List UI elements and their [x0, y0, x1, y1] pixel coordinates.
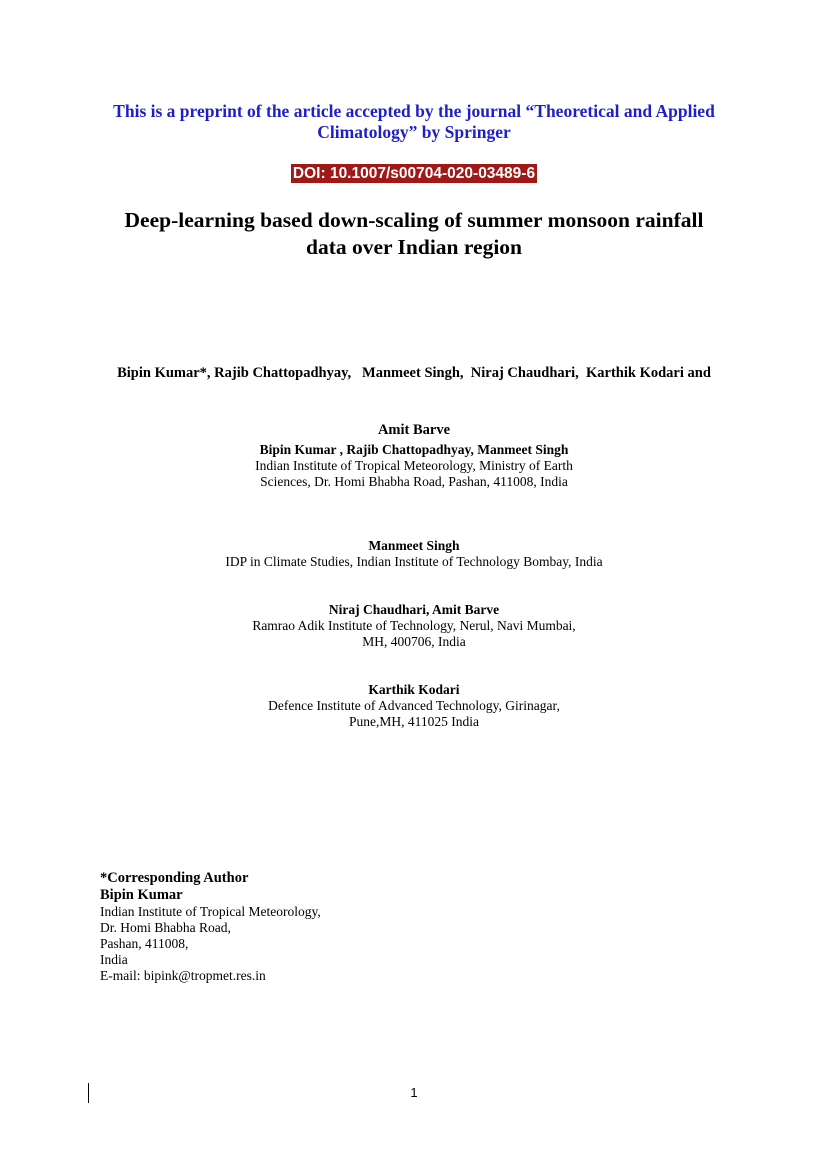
- corresponding-email: E-mail: bipink@tropmet.res.in: [100, 968, 266, 983]
- corresponding-author-block: [100, 870, 500, 984]
- corresponding-address-line: Dr. Homi Bhabha Road,: [100, 920, 231, 935]
- page-number: 1: [410, 1085, 418, 1100]
- affiliation-names: Bipin Kumar , Rajib Chattopadhyay, Manmeet Singh: [259, 442, 569, 457]
- affiliation-block: [60, 538, 768, 570]
- preprint-notice: [60, 101, 768, 143]
- affiliation-line: Ramrao Adik Institute of Technology, Nerul, Navi Mumbai,: [252, 618, 576, 633]
- affiliation-line: Pune,MH, 411025 India: [349, 714, 479, 729]
- affiliation-line: Defence Institute of Advanced Technology, Girinagar,: [268, 698, 560, 713]
- corresponding-address-line: India: [100, 952, 128, 967]
- author-list-line: Amit Barve: [377, 422, 451, 438]
- corresponding-address-line: Indian Institute of Tropical Meteorology,: [100, 904, 321, 919]
- paper-title-line: Deep-learning based down-scaling of summer monsoon rainfall: [124, 208, 704, 232]
- affiliation-line: Sciences, Dr. Homi Bhabha Road, Pashan, 411008, India: [260, 474, 568, 489]
- corresponding-address-line: Pashan, 411008,: [100, 936, 189, 951]
- affiliation-names: Manmeet Singh: [368, 538, 460, 553]
- preprint-notice-line: This is a preprint of the article accepted by the journal “Theoretical and Applied: [113, 101, 715, 121]
- preprint-notice-line: Climatology” by Springer: [317, 122, 511, 142]
- affiliation-line: IDP in Climate Studies, Indian Institute of Technology Bombay, India: [225, 554, 603, 569]
- affiliation-block: [60, 682, 768, 730]
- paper-title: [60, 207, 768, 261]
- affiliation-block: [60, 602, 768, 650]
- doi-container: [0, 164, 828, 183]
- corresponding-heading: *Corresponding Author: [100, 870, 249, 886]
- corresponding-name: Bipin Kumar: [100, 887, 183, 903]
- author-list-line: Bipin Kumar*, Rajib Chattopadhyay, Manmeet Singh, Niraj Chaudhari, Karthik Kodari and: [117, 365, 711, 381]
- affiliation-names: Niraj Chaudhari, Amit Barve: [328, 602, 500, 617]
- affiliation-names: Karthik Kodari: [368, 682, 460, 697]
- affiliation-block: [60, 442, 768, 490]
- affiliation-line: MH, 400706, India: [362, 634, 466, 649]
- affiliation-line: Indian Institute of Tropical Meteorology, Ministry of Earth: [255, 458, 573, 473]
- paper-title-line: data over Indian region: [305, 235, 523, 259]
- doi-badge: DOI: 10.1007/s00704-020-03489-6: [292, 165, 536, 182]
